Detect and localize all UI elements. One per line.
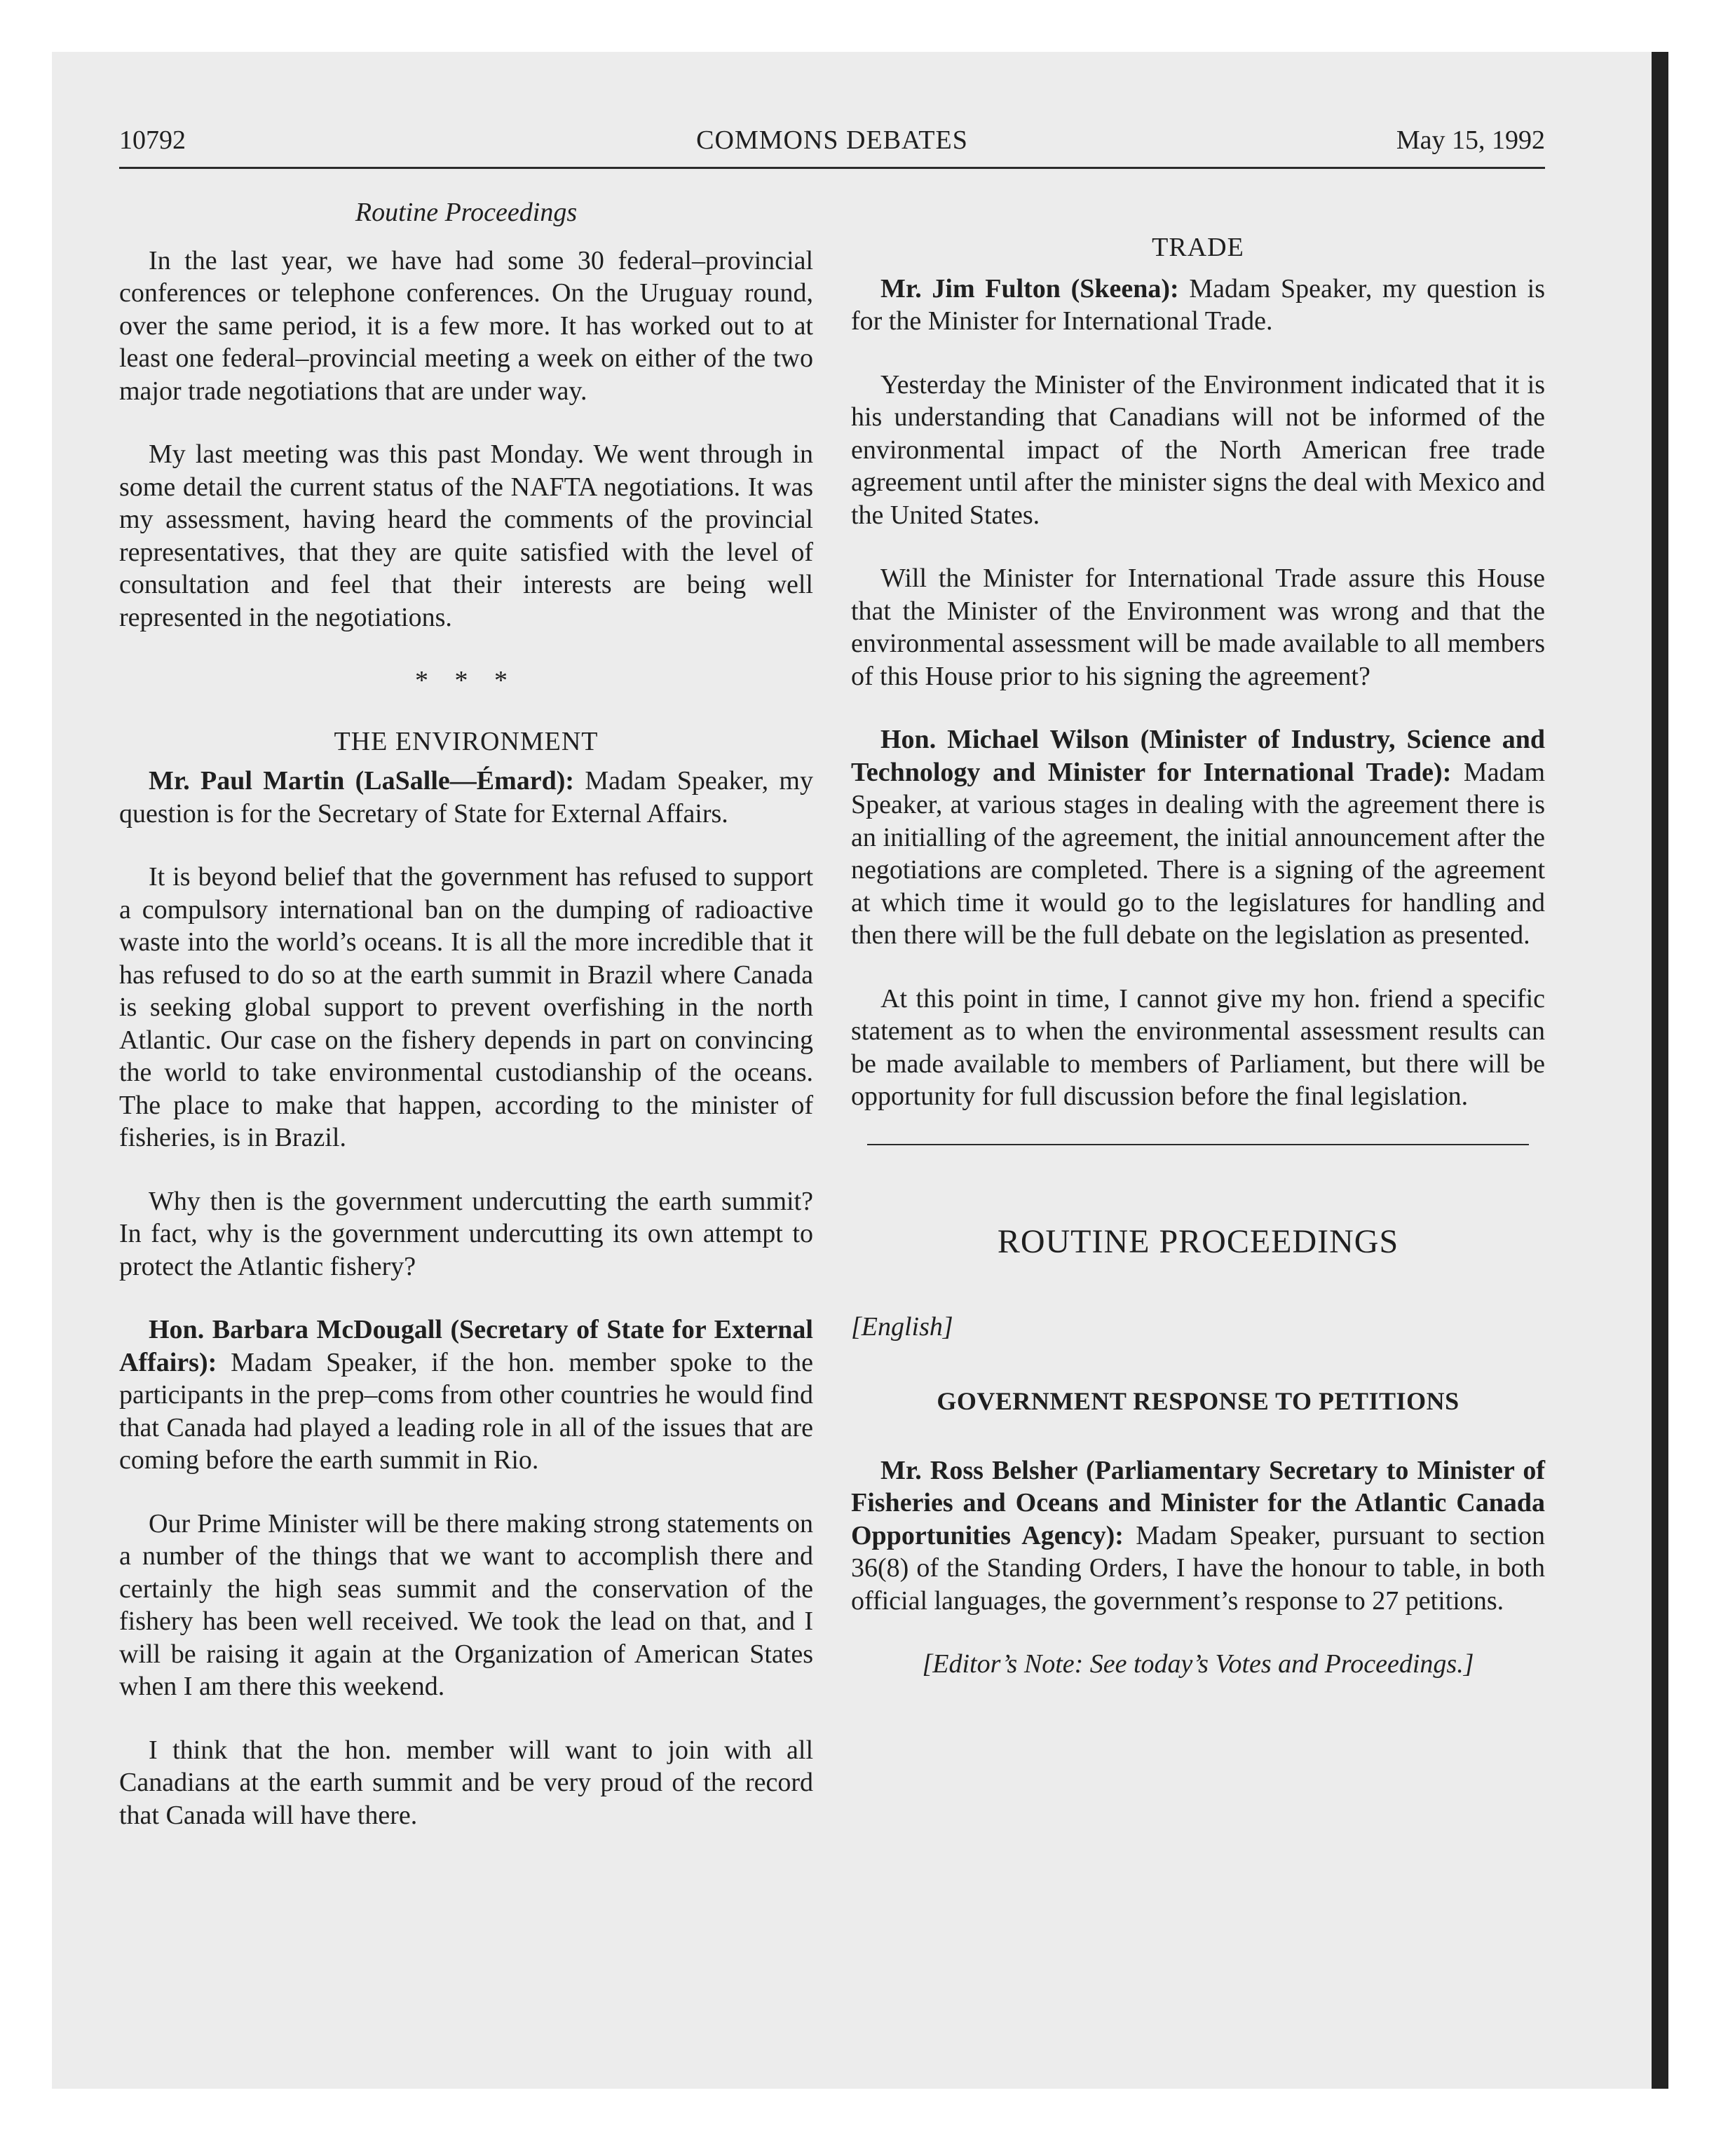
sub-heading-petitions: GOVERNMENT RESPONSE TO PETITIONS [937, 1387, 1460, 1415]
paragraph: Will the Minister for International Trade assure this House that the Minister of the Environment was wrong and that the environmental assessment will be made available to all members of this House prior to his signing the agreement? [851, 564, 1545, 691]
speaker-name: Hon. Michael Wilson (Minister of Industry, Science and Technology and Minister for International Trade): [851, 725, 1545, 787]
speech-text: Madam Speaker, pursuant to section 36(8) of the Standing Orders, I have the honour to table, in both official languages, the government’s response to 27 petitions. [851, 1520, 1545, 1616]
speech-text: Madam Speaker, if the hon. member spoke to the participants in the prep–coms from other countries he would find that Canada had played a leading role in all of the issues that are coming before the earth summit in Rio. [119, 1347, 813, 1475]
publication-title: COMMONS DEBATES [696, 125, 968, 155]
paragraph: Our Prime Minister will be there making strong statements on a number of the things that we want to accomplish there and certainly the high seas summit and the conservation of the fishery has been well received. We took the lead on that, and I will be raising it again at the Organization of American States when I am there this weekend. [119, 1508, 813, 1701]
running-subhead: Routine Proceedings [355, 198, 578, 227]
scan-edge-shadow [1652, 52, 1668, 2089]
paragraph: I think that the hon. member will want to join with all Canadians at the earth summit and be very proud of the record that Canada will have there. [119, 1735, 813, 1830]
speaker-name: Hon. Barbara McDougall (Secretary of State for External Affairs): [119, 1315, 813, 1377]
paragraph: It is beyond belief that the government has refused to support a compulsory international ban on the dumping of radioactive waste into the world’s oceans. It is all the more incredible that it has refused to do so at the earth summit in Brazil where Canada is seeking global support to prevent overfishing in the north Atlantic. Our case on the fishery depends in part on convincing the world to take environmental custodianship of the oceans. The place to make that happen, according to the minister of fisheries, is in Brazil. [119, 862, 813, 1152]
speech-wilson [851, 723, 1545, 952]
section-heading-environment: THE ENVIRONMENT [334, 726, 599, 756]
page-number: 10792 [119, 125, 186, 155]
speaker-name: Mr. Paul Martin (LaSalle—Émard): [149, 766, 575, 796]
right-column [851, 196, 1545, 1681]
major-heading-routine-proceedings: ROUTINE PROCEEDINGS [997, 1222, 1399, 1260]
editor-note: [Editor’s Note: See today’s Votes and Proceedings.] [922, 1649, 1474, 1679]
paragraph: Yesterday the Minister of the Environment indicated that it is his understanding that Canadians will not be informed of the environmental impact of the North American free trade agreement until after the minister signs the deal with Mexico and the United States. [851, 369, 1545, 530]
paragraph: Why then is the government undercutting the earth summit? In fact, why is the government undercutting its own attempt to protect the Atlantic fishery? [119, 1186, 813, 1281]
speech-text: Madam Speaker, my question is for the Secretary of State for External Affairs. [119, 766, 813, 828]
left-column [119, 196, 813, 1862]
speech-text: Madam Speaker, at various stages in dealing with the agreement there is an initialling of the agreement, the initial announcement after the negotiations are completed. There is a signing of the agreement at which time it would go to the legislatures for handling and then there will be the full debate on the legislation as presented. [851, 757, 1546, 950]
paragraph: At this point in time, I cannot give my hon. friend a specific statement as to when the environmental assessment results can be made available to members of Parliament, but there will be opportunity for full discussion before the final legislation. [851, 983, 1545, 1111]
section-divider-rule [867, 1144, 1529, 1145]
speech-text: Madam Speaker, my question is for the Minister for International Trade. [851, 273, 1545, 336]
section-heading-trade: TRADE [1152, 233, 1244, 262]
header-rule [119, 167, 1545, 169]
paragraph: My last meeting was this past Monday. We went through in some detail the current status of the NAFTA negotiations. It was my assessment, having heard the comments of the provincial representatives, that they are quite satisfied with the level of consultation and feel that their interests are being well represented in the negotiations. [119, 439, 813, 632]
speech-martin [119, 765, 813, 830]
speech-belsher [851, 1454, 1545, 1618]
speaker-name: Mr. Ross Belsher (Parliamentary Secretary to Minister of Fisheries and Oceans and Minister for the Atlantic Canada Opportunities Agency): [851, 1455, 1545, 1550]
speaker-name: Mr. Jim Fulton (Skeena): [880, 273, 1179, 303]
language-tag: [English] [851, 1311, 953, 1342]
paragraph: In the last year, we have had some 30 federal–provincial conferences or telephone conferences. On the Uruguay round, over the same period, it is a few more. It has worked out to at least one federal–provincial meeting a week on either of the two major trade negotiations that are under way. [119, 245, 813, 406]
speech-mcdougall [119, 1314, 813, 1477]
running-header [119, 125, 1545, 165]
speech-fulton [851, 273, 1545, 338]
section-separator: * * * [415, 666, 517, 695]
publication-date: May 15, 1992 [1396, 125, 1545, 155]
